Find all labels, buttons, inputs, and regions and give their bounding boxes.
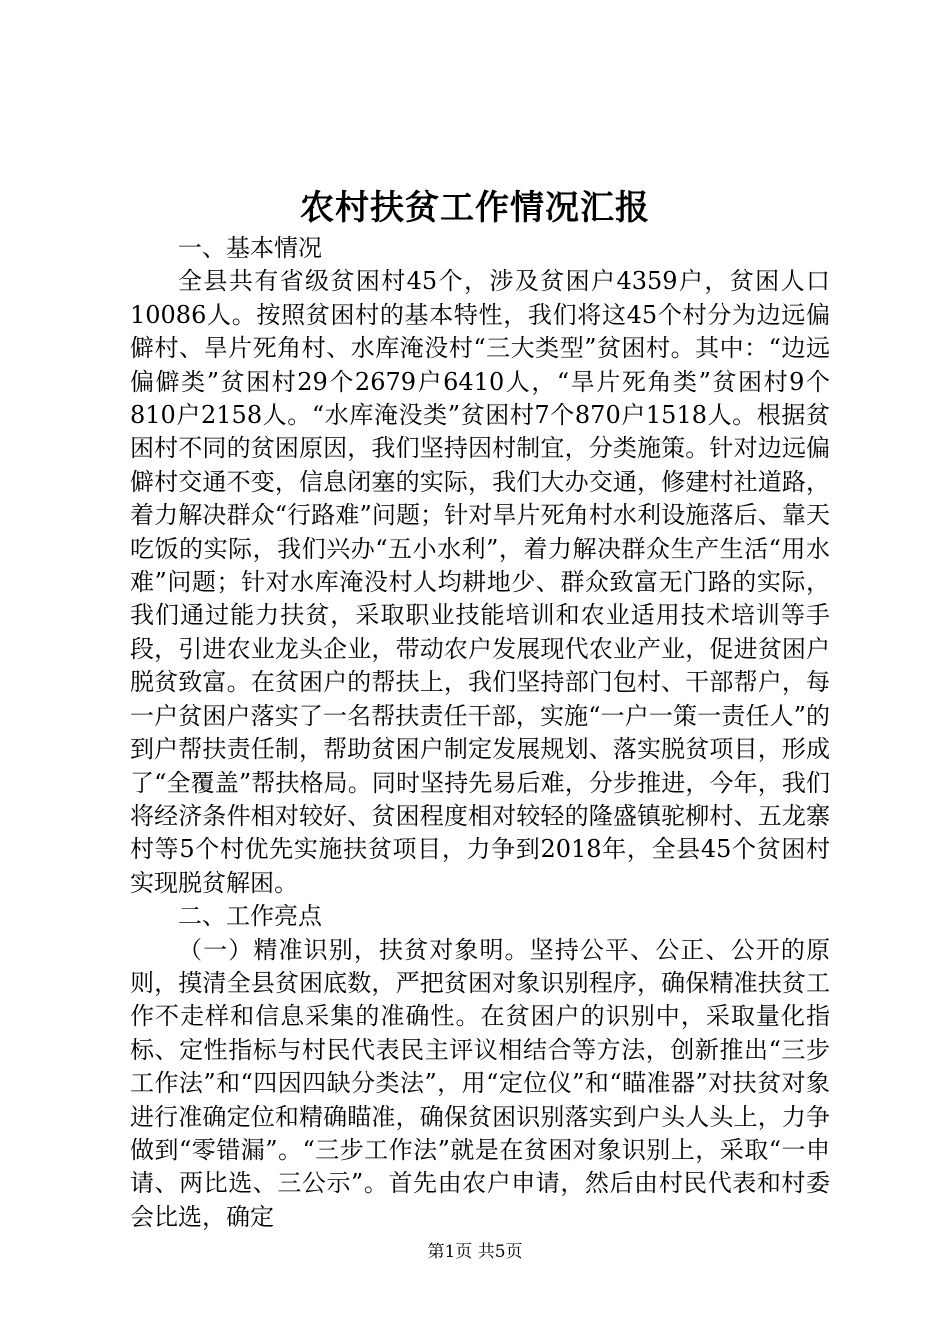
section-heading-basic-situation: 一、基本情况 — [178, 234, 322, 262]
document-title: 农村扶贫工作情况汇报 — [300, 188, 650, 228]
document-body — [130, 232, 830, 1234]
paragraph-basic-situation: 全县共有省级贫困村45个，涉及贫困户4359户，贫困人口10086人。按照贫困村的基本特性，我们将这45个村分为边远偏僻村、旱片死角村、水库淹没村“三大类型”贫困村。其中：“边远偏僻类”贫困村29个2679户6410人，“旱片死角类”贫困村9个810户2158人。“水库淹没类”贫困村7个870户1518人。根据贫困村不同的贫困原因，我们坚持因村制宜，分类施策。针对边远偏僻村交通不变，信息闭塞的实际，我们大办交通，修建村社道路，着力解决群众“行路难”问题；针对旱片死角村水利设施落后、靠天吃饭的实际，我们兴办“五小水利”，着力解决群众生产生活“用水难”问题；针对水库淹没村人均耕地少、群众致富无门路的实际，我们通过能力扶贫，采取职业技能培训和农业适用技术培训等手段，引进农业龙头企业，带动农户发展现代农业产业，促进贫困户脱贫致富。在贫困户的帮扶上，我们坚持部门包村、干部帮户，每一户贫困户落实了一名帮扶责任干部，实施“一户一策一责任人”的到户帮扶责任制，帮助贫困户制定发展规划、落实脱贫项目，形成了“全覆盖”帮扶格局。同时坚持先易后难，分步推进，今年，我们将经济条件相对较好、贫困程度相对较轻的隆盛镇驼柳村、五龙寨村等5个村优先实施扶贫项目，力争到2018年，全县45个贫困村实现脱贫解困。 — [130, 267, 830, 897]
paragraph-precise-identification: （一）精准识别，扶贫对象明。坚持公平、公正、公开的原则，摸清全县贫困底数，严把贫困对象识别程序，确保精准扶贫工作不走样和信息采集的准确性。在贫困户的识别中，采取量化指标、定性指标与村民代表民主评议相结合等方法，创新推出“三步工作法”和“四因四缺分类法”，用“定位仪”和“瞄准器”对扶贫对象进行准确定位和精确瞄准，确保贫困识别落实到户头人头上，力争做到“零错漏”。“三步工作法”就是在贫困对象识别上，采取“一申请、两比选、三公示”。首先由农户申请，然后由村民代表和村委会比选，确定 — [130, 935, 830, 1231]
page-footer: 第1页 共5页 — [427, 1242, 523, 1262]
section-heading-highlights: 二、工作亮点 — [178, 902, 322, 931]
